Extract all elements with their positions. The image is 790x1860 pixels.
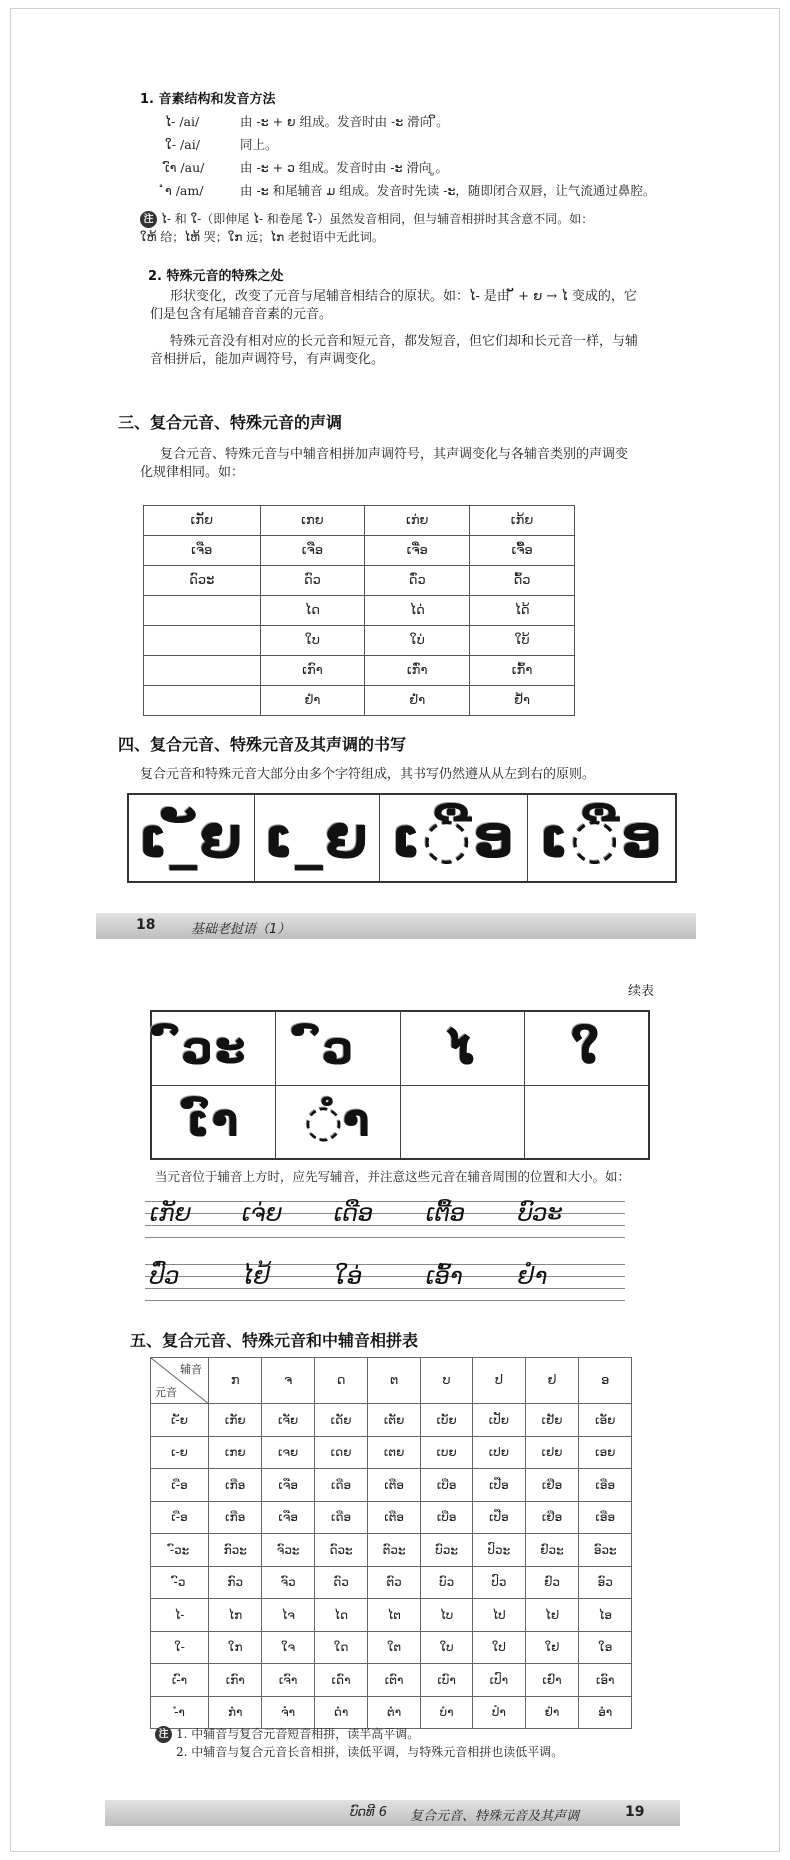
vowel-header: -ົວະ — [151, 1534, 209, 1567]
table-cell: ກົວະ — [209, 1534, 262, 1567]
note1-line2: ໃຫ້ 给；ໄຫ້ 哭；ໃກ 远；ໄກ 老挝语中无此词。 — [140, 230, 384, 244]
table-cell: ເກົາ — [209, 1664, 262, 1697]
table-cell: ເດຍ — [314, 1436, 367, 1469]
table-cell: ເອຍ — [579, 1436, 632, 1469]
table-cell: ໃຈ — [262, 1631, 314, 1664]
demo-cell — [151, 1011, 276, 1085]
table-cell: ປຳ — [473, 1696, 525, 1729]
table-cell: ເກົ້າ — [470, 656, 575, 686]
table-cell: ເຈັຍ — [262, 1404, 314, 1437]
table-cell: ກົວ — [209, 1566, 262, 1599]
demo-cell — [528, 794, 676, 882]
table-cell: ອຳ — [579, 1696, 632, 1729]
handwriting-word: ປົ່ວ — [150, 1262, 180, 1290]
footer-page19 — [105, 1800, 680, 1826]
table-cell: ເປົາ — [473, 1664, 525, 1697]
table-cell: ອົວ — [579, 1566, 632, 1599]
vowel-header: ໃ- — [151, 1631, 209, 1664]
table-cell: ເດືອ — [314, 1501, 367, 1534]
header-vowel: 元音 — [155, 1386, 177, 1399]
table-cell: ຕົວະ — [368, 1534, 421, 1567]
note1-line1: ໄ- 和 ໃ-（即伸尾 ໄ- 和卷尾 ໃ-）虽然发音相同，但与辅音相拼时其含意不同。如： — [161, 212, 594, 226]
demo-cell — [276, 1011, 401, 1085]
table-cell: ຢົວະ — [525, 1534, 579, 1567]
table-cell: ດົ້ວ — [470, 566, 575, 596]
demo-glyph: ໄ — [447, 1022, 478, 1074]
table-cell: ເຢົາ — [525, 1664, 579, 1697]
table-row — [151, 1664, 632, 1697]
demo-cell — [254, 794, 380, 882]
table-cell: ໄປ — [473, 1599, 525, 1632]
table-cell: ເປືອ — [473, 1501, 525, 1534]
section2-title: 2. 特殊元音的特殊之处 — [148, 269, 284, 284]
demo-cell — [525, 1011, 649, 1085]
vowel-header: ເ-ົາ — [151, 1664, 209, 1697]
table-cell: ເຈືອ — [144, 536, 261, 566]
tone-table — [143, 505, 575, 716]
table-cell: ເກົາ — [260, 656, 365, 686]
consonant-header: ຢ — [525, 1358, 579, 1404]
table-cell: ເຢືອ — [525, 1469, 579, 1502]
demo-cell — [276, 1085, 401, 1159]
footer-page18 — [96, 913, 696, 939]
table-cell: ໄຕ — [368, 1599, 421, 1632]
table-cell: ເກຍ — [209, 1436, 262, 1469]
handwriting-word: ເຈ່ຍ — [242, 1199, 283, 1227]
table-cell: ເຢຍ — [525, 1436, 579, 1469]
demo-glyph: ◌ຳ — [304, 1096, 372, 1148]
section5-title: 五、复合元音、特殊元音和中辅音相拼表 — [130, 1331, 419, 1350]
table-cell: ເຕັຍ — [368, 1404, 421, 1437]
table-cell: ເຈຍ — [262, 1436, 314, 1469]
section2-p1-line2: 们是包含有尾辅音音素的元音。 — [150, 307, 333, 322]
table-cell: ໃຢ — [525, 1631, 579, 1664]
handwriting-word: ເກັຍ — [150, 1199, 192, 1227]
table-cell: ປົວ — [473, 1566, 525, 1599]
note2-line1: 1. 中辅音与复合元音短音相拼，读半高平调。 — [176, 1727, 420, 1741]
table-cell: ເຈືອ — [260, 536, 365, 566]
table-cell: ເປັຍ — [473, 1404, 525, 1437]
table-cell: ເຈື້ອ — [470, 536, 575, 566]
table-cell: ໃບ — [420, 1631, 472, 1664]
table-cell: ເກ້ຍ — [470, 506, 575, 536]
table-cell: ເຕຍ — [368, 1436, 421, 1469]
table-row — [151, 1436, 632, 1469]
table-row — [144, 596, 575, 626]
section3-p-line1: 复合元音、特殊元音与中辅音相拼加声调符号，其声调变化与各辅音类别的声调变 — [160, 447, 629, 462]
section4-paragraph2: 当元音位于辅音上方时，应先写辅音，并注意这些元音在辅音周围的位置和大小。如： — [155, 1169, 631, 1184]
table-cell: ຢ້ຳ — [470, 686, 575, 716]
table-cell: ເຕືອ — [368, 1501, 421, 1534]
demo-glyph: ົວະ — [179, 1022, 248, 1074]
table-cell: ໄຢ — [525, 1599, 579, 1632]
note-icon: 注 — [140, 211, 157, 228]
vowel-row — [165, 113, 449, 131]
demo-cell — [151, 1085, 276, 1159]
section2-paragraph2 — [150, 333, 670, 369]
table-cell: ເດົາ — [314, 1664, 367, 1697]
table-row — [144, 686, 575, 716]
writing-demo-1 — [127, 793, 677, 883]
table-cell: ໃປ — [473, 1631, 525, 1664]
table-cell: ເບືອ — [420, 1469, 472, 1502]
table-row — [151, 1566, 632, 1599]
table-row — [151, 1404, 632, 1437]
table-cell: ກຳ — [209, 1696, 262, 1729]
table-cell: ໃກ — [209, 1631, 262, 1664]
table-cell: ໃບ — [260, 626, 365, 656]
header-consonant: 辅音 — [180, 1363, 202, 1376]
demo-glyph: ໃ — [571, 1022, 602, 1074]
table-cell: ເຢັຍ — [525, 1404, 579, 1437]
demo-cell — [400, 1085, 524, 1159]
demo-glyph: ເົາ — [186, 1096, 241, 1148]
table-cell: ເກ່ຍ — [365, 506, 470, 536]
section4-title: 四、复合元音、特殊元音及其声调的书写 — [118, 735, 407, 754]
table-cell: ອົວະ — [579, 1534, 632, 1567]
section2-paragraph1 — [150, 288, 670, 324]
table-cell: ເປືອ — [473, 1469, 525, 1502]
section2-p2-line1: 特殊元音没有相对应的长元音和短元音，都发短音，但它们却和长元音一样，与辅 — [170, 334, 639, 349]
section3-title: 三、复合元音、特殊元音的声调 — [118, 413, 343, 432]
handwriting-word: ຢຳ — [518, 1262, 548, 1290]
section2-p2-line2: 音相拼后，能加声调符号，有声调变化。 — [150, 352, 385, 367]
table-cell: ເບັຍ — [420, 1404, 472, 1437]
table-cell: ເກົ່າ — [365, 656, 470, 686]
table-cell: ຕຳ — [368, 1696, 421, 1729]
table-cell: ຈົວ — [262, 1566, 314, 1599]
vowel-symbol: ເົາ /au/ — [165, 160, 205, 175]
demo-cell — [380, 794, 528, 882]
demo-glyph: ເ◌ືອ — [391, 805, 516, 871]
vowel-header: ເ-ືອ — [151, 1469, 209, 1502]
table-cell — [144, 686, 261, 716]
vowel-symbol: ຳ /am/ — [165, 183, 204, 198]
table-cell: ເດືອ — [314, 1469, 367, 1502]
vowel-symbol: ໃ- /ai/ — [165, 137, 200, 152]
table-row — [151, 1469, 632, 1502]
table-cell: ເອືອ — [579, 1469, 632, 1502]
table-cell: ເຢືອ — [525, 1501, 579, 1534]
table-cell: ຢຳ — [525, 1696, 579, 1729]
table-cell: ບົວະ — [420, 1534, 472, 1567]
table-cell: ໄດ — [314, 1599, 367, 1632]
vowel-header: -ົວ — [151, 1566, 209, 1599]
table-row — [144, 536, 575, 566]
handwriting-row2 — [145, 1258, 625, 1318]
vowel-row — [165, 159, 448, 177]
table-cell: ດຳ — [314, 1696, 367, 1729]
table-cell: ໄດ້ — [470, 596, 575, 626]
footer-book-title: 基础老挝语（1） — [191, 922, 291, 937]
table-cell: ເຕືອ — [368, 1469, 421, 1502]
table-cell: ເຈົາ — [262, 1664, 314, 1697]
page-number: 18 — [136, 917, 156, 933]
handwriting-word: ເຕື້ອ — [426, 1199, 466, 1227]
table-cell: ເຕົາ — [368, 1664, 421, 1697]
table-row — [144, 506, 575, 536]
demo-glyph: ເ_ຍ — [264, 805, 370, 871]
table-cell: ເດັຍ — [314, 1404, 367, 1437]
table-row — [151, 1534, 632, 1567]
note2-line2: 2. 中辅音与复合元音长音相拼，读低平调，与特殊元音相拼也读低平调。 — [176, 1745, 564, 1759]
table-row — [151, 1696, 632, 1729]
demo-cell — [400, 1011, 524, 1085]
table-cell: ປົວະ — [473, 1534, 525, 1567]
section4-paragraph: 复合元音和特殊元音大部分由多个字符组成，其书写仍然遵从从左到右的原则。 — [140, 767, 596, 782]
table-cell: ເອັຍ — [579, 1404, 632, 1437]
consonant-header: ຕ — [368, 1358, 421, 1404]
table-cell: ເກັຍ — [144, 506, 261, 536]
table-row — [151, 1631, 632, 1664]
table-row — [151, 1599, 632, 1632]
consonant-header: ປ — [473, 1358, 525, 1404]
table-row — [144, 626, 575, 656]
corner-header — [151, 1358, 209, 1404]
footer-chapter-title: 复合元音、特殊元音及其声调 — [410, 1809, 580, 1824]
table-cell: ດົວ — [260, 566, 365, 596]
demo-glyph: ົວ — [320, 1022, 356, 1074]
footer-lesson: ບົດທີ 6 — [350, 1805, 387, 1820]
table-cell: ໄບ — [420, 1599, 472, 1632]
consonant-header: ອ — [579, 1358, 632, 1404]
vowel-desc: 同上。 — [240, 137, 278, 152]
section2-p1-line1: 形状变化，改变了元音与尾辅音相结合的原状。如：ໄ- 是由 ັ + ຍ → ໄ 变成的，它 — [170, 289, 637, 304]
vowel-row — [165, 182, 655, 200]
vowel-header: ເ-ືອ — [151, 1501, 209, 1534]
consonant-header: ຈ — [262, 1358, 314, 1404]
table-cell: ເກັຍ — [209, 1404, 262, 1437]
vowel-header: ເ-ຍ — [151, 1436, 209, 1469]
note-icon: 注 — [155, 1726, 172, 1743]
table-cell: ເບືອ — [420, 1501, 472, 1534]
demo-cell — [525, 1085, 649, 1159]
table-row — [151, 1501, 632, 1534]
demo-glyph: ເ_ັຍ — [138, 805, 245, 871]
table-cell: ໄດ — [260, 596, 365, 626]
table-cell: ເຈື່ອ — [365, 536, 470, 566]
vowel-desc: 由 -ະ 和尾辅音 ມ 组成。发音时先读 -ະ，随即闭合双唇，让气流通过鼻腔。 — [240, 183, 656, 198]
table-cell: ໄອ — [579, 1599, 632, 1632]
combo-table — [150, 1357, 632, 1729]
table-cell: ໃອ — [579, 1631, 632, 1664]
handwriting-word: ໄຢ້ — [242, 1262, 271, 1290]
demo-cell — [128, 794, 254, 882]
table-cell: ດົ່ວ — [365, 566, 470, 596]
table-cell — [144, 596, 261, 626]
handwriting-word: ເອົ້າ — [426, 1262, 463, 1290]
table-row — [144, 656, 575, 686]
table-cell: ເກືອ — [209, 1469, 262, 1502]
table-cell: ຈົວະ — [262, 1534, 314, 1567]
table-cell: ເອືອ — [579, 1501, 632, 1534]
table-cell: ຕົວ — [368, 1566, 421, 1599]
table-cell: ເຈືອ — [262, 1469, 314, 1502]
table-cell: ບຳ — [420, 1696, 472, 1729]
vowel-desc: 由 -ະ + ວ 组成。发音时由 -ະ 滑向 ູ。 — [240, 160, 448, 175]
table-cell: ດົວະ — [314, 1534, 367, 1567]
table-cell: ເບຍ — [420, 1436, 472, 1469]
table-cell: ເອົາ — [579, 1664, 632, 1697]
vowel-header: ເ-ັຍ — [151, 1404, 209, 1437]
table-cell: ໄດ່ — [365, 596, 470, 626]
table-cell: ຢຳ — [260, 686, 365, 716]
vowel-header: -ຳ — [151, 1696, 209, 1729]
section1-title: 1. 音素结构和发音方法 — [140, 92, 276, 107]
writing-demo-2 — [150, 1010, 650, 1160]
table-cell: ບົວ — [420, 1566, 472, 1599]
table-cell: ໃບ້ — [470, 626, 575, 656]
table-cell: ຢົວ — [525, 1566, 579, 1599]
continued-label: 续表 — [628, 984, 655, 999]
table-cell: ດົວະ — [144, 566, 261, 596]
table-cell: ເຈືອ — [262, 1501, 314, 1534]
vowel-desc: 由 -ະ + ຍ 组成。发音时由 -ະ 滑向 ິ。 — [240, 114, 449, 129]
table-row — [144, 566, 575, 596]
consonant-header: ບ — [420, 1358, 472, 1404]
handwriting-word: ເດືອ — [334, 1199, 374, 1227]
note1 — [140, 210, 660, 246]
table-cell: ຈຳ — [262, 1696, 314, 1729]
table-cell: ໄຈ — [262, 1599, 314, 1632]
table-cell: ໃບ່ — [365, 626, 470, 656]
section3-paragraph — [140, 446, 660, 482]
vowel-row — [165, 136, 278, 154]
table-cell: ດົວ — [314, 1566, 367, 1599]
table-cell: ເບົາ — [420, 1664, 472, 1697]
table-cell: ໃຕ — [368, 1631, 421, 1664]
consonant-header: ກ — [209, 1358, 262, 1404]
table-cell: ໄກ — [209, 1599, 262, 1632]
handwriting-word: ບົວະ — [518, 1199, 563, 1227]
handwriting-row1 — [145, 1195, 625, 1255]
note2 — [155, 1725, 655, 1761]
table-cell: ເກຍ — [260, 506, 365, 536]
table-cell: ໃດ — [314, 1631, 367, 1664]
page-number: 19 — [625, 1804, 645, 1820]
table-cell — [144, 626, 261, 656]
section3-p-line2: 化规律相同。如： — [140, 465, 245, 480]
vowel-symbol: ໄ- /ai/ — [165, 114, 200, 129]
table-cell: ຢ່ຳ — [365, 686, 470, 716]
handwriting-word: ໃອ່ — [334, 1262, 363, 1290]
table-cell: ເປຍ — [473, 1436, 525, 1469]
table-cell: ເກືອ — [209, 1501, 262, 1534]
vowel-header: ໄ- — [151, 1599, 209, 1632]
demo-glyph: ເ◌ືອ — [539, 805, 664, 871]
consonant-header: ດ — [314, 1358, 367, 1404]
table-cell — [144, 656, 261, 686]
